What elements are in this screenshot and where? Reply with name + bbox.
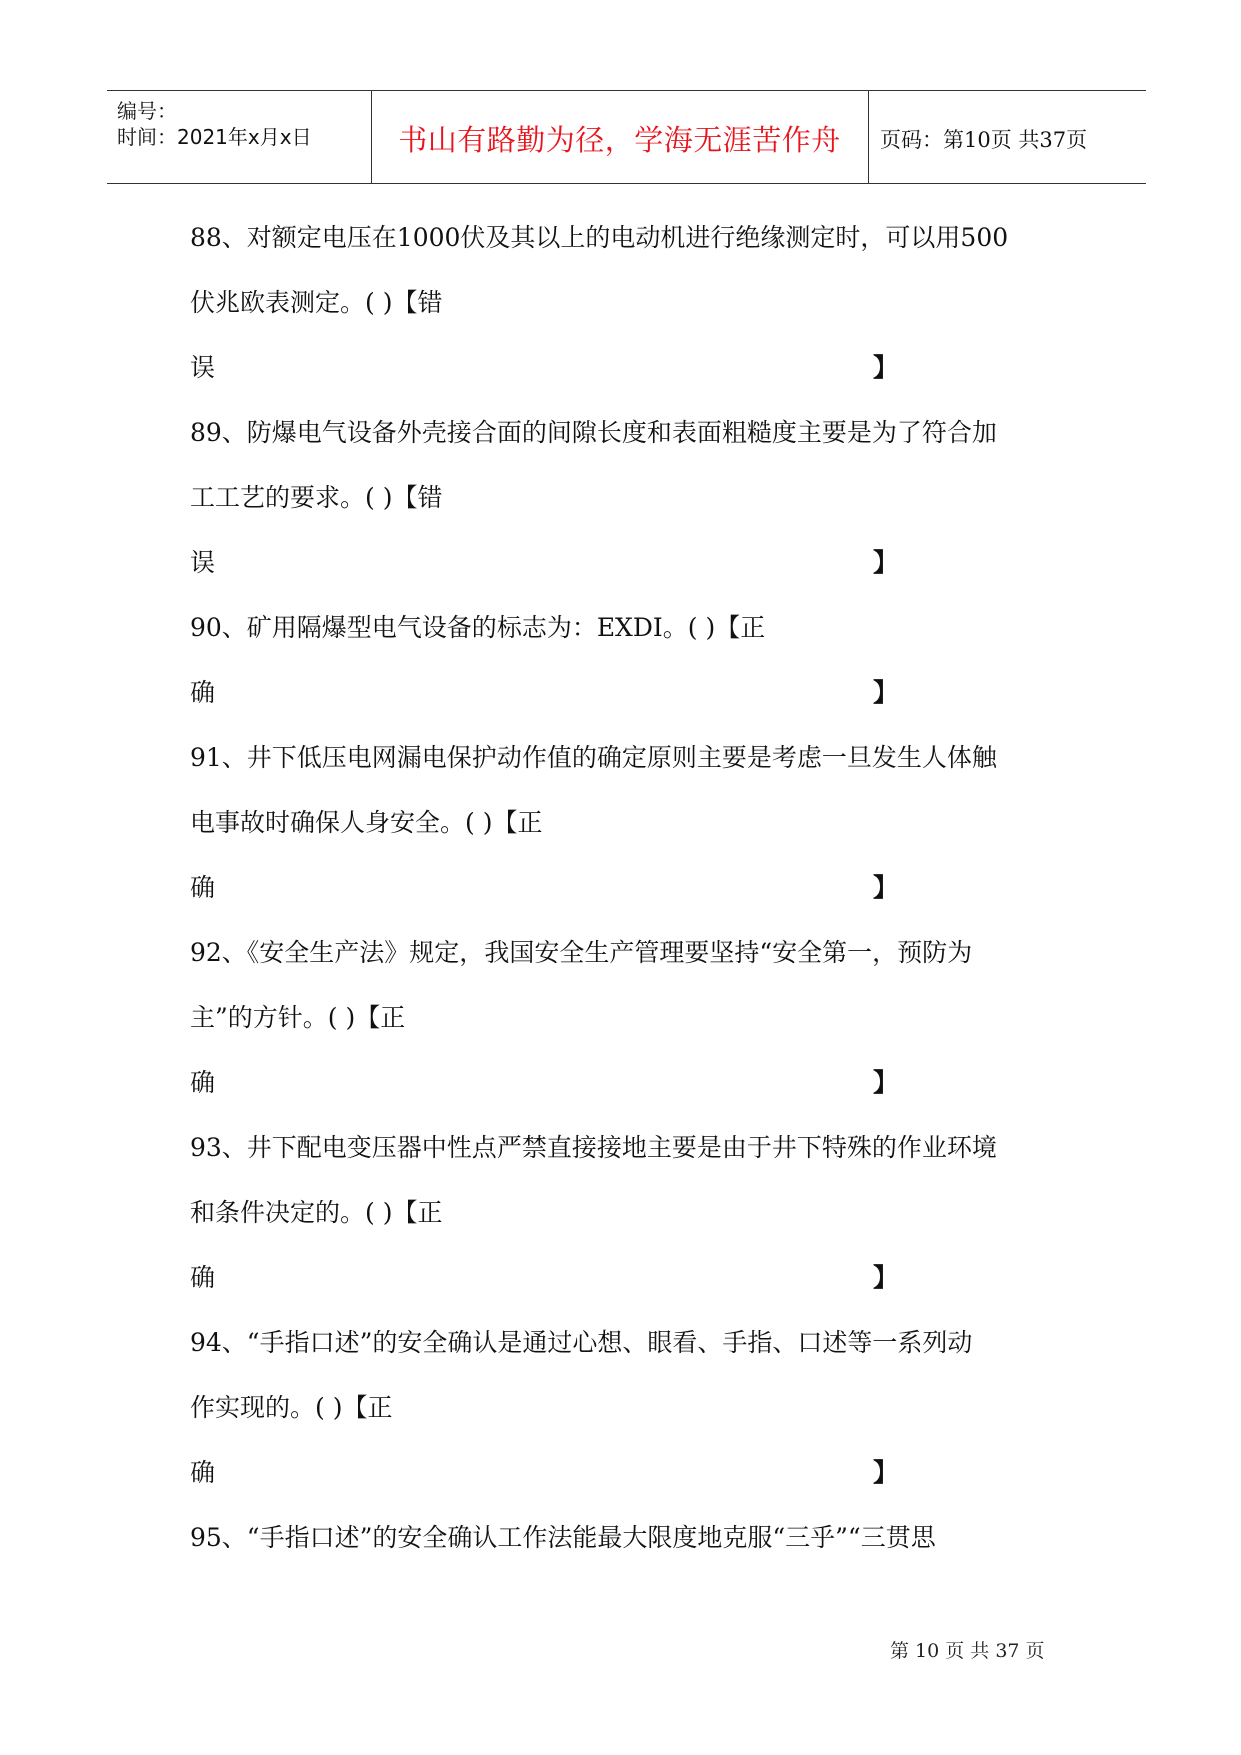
line-text: 作实现的。( )【正	[190, 1393, 393, 1422]
text-line	[190, 738, 1060, 778]
text-line	[190, 1258, 1060, 1298]
page-code: 页码：第10页 共37页	[880, 128, 1088, 152]
text-line	[190, 933, 1060, 973]
answer-closing-bracket: 】	[873, 678, 899, 707]
answer-closing-bracket: 】	[873, 548, 899, 577]
text-line	[190, 413, 1060, 453]
motto: 书山有路勤为径，学海无涯苦作舟	[398, 123, 841, 157]
text-line	[190, 1128, 1060, 1168]
answer-closing-bracket: 】	[873, 1458, 899, 1487]
line-text: 和条件决定的。( )【正	[190, 1198, 443, 1227]
header-page-cell	[868, 91, 1146, 183]
line-text: 误	[190, 548, 216, 577]
line-text: 91、井下低压电网漏电保护动作值的确定原则主要是考虑一旦发生人体触	[190, 743, 997, 772]
text-line	[190, 218, 1060, 258]
text-line	[190, 608, 1060, 648]
text-line	[190, 1193, 1060, 1233]
text-line	[190, 1388, 1060, 1428]
line-text: 确	[190, 1263, 216, 1292]
line-text: 确	[190, 1068, 216, 1097]
text-line	[190, 673, 1060, 713]
line-text: 89、防爆电气设备外壳接合面的间隙长度和表面粗糙度主要是为了符合加	[190, 418, 997, 447]
page-header	[107, 90, 1146, 184]
line-text: 88、对额定电压在1000伏及其以上的电动机进行绝缘测定时，可以用500	[190, 223, 1009, 252]
answer-closing-bracket: 】	[873, 353, 899, 382]
header-info-cell	[107, 91, 372, 183]
time-label: 时间：2021年x月x日	[117, 125, 312, 149]
line-text: 93、井下配电变压器中性点严禁直接接地主要是由于井下特殊的作业环境	[190, 1133, 997, 1162]
text-line	[190, 868, 1060, 908]
page-footer: 第 10 页 共 37 页	[890, 1640, 1045, 1662]
text-line	[190, 1063, 1060, 1103]
answer-closing-bracket: 】	[873, 873, 899, 902]
line-text: 电事故时确保人身安全。( )【正	[190, 808, 543, 837]
line-text: 工工艺的要求。( )【错	[190, 483, 443, 512]
line-text: 90、矿用隔爆型电气设备的标志为：EXDI。( )【正	[190, 613, 766, 642]
text-line	[190, 998, 1060, 1038]
text-line	[190, 1453, 1060, 1493]
line-text: 误	[190, 353, 216, 382]
line-text: 伏兆欧表测定。( )【错	[190, 288, 443, 317]
text-line	[190, 543, 1060, 583]
number-label: 编号：	[117, 99, 177, 123]
answer-closing-bracket: 】	[873, 1068, 899, 1097]
line-text: 确	[190, 873, 216, 902]
line-text: 92、《安全生产法》规定，我国安全生产管理要坚持“安全第一，预防为	[190, 938, 973, 967]
line-text: 94、“手指口述”的安全确认是通过心想、眼看、手指、口述等一系列动	[190, 1328, 973, 1357]
text-line	[190, 283, 1060, 323]
line-text: 主”的方针。( )【正	[190, 1003, 406, 1032]
line-text: 确	[190, 1458, 216, 1487]
text-line	[190, 1518, 1060, 1558]
line-text: 95、“手指口述”的安全确认工作法能最大限度地克服“三乎”“三贯思	[190, 1523, 936, 1552]
text-line	[190, 478, 1060, 518]
text-line	[190, 803, 1060, 843]
text-line	[190, 1323, 1060, 1363]
answer-closing-bracket: 】	[873, 1263, 899, 1292]
text-line	[190, 348, 1060, 388]
header-motto-cell	[371, 91, 869, 183]
line-text: 确	[190, 678, 216, 707]
